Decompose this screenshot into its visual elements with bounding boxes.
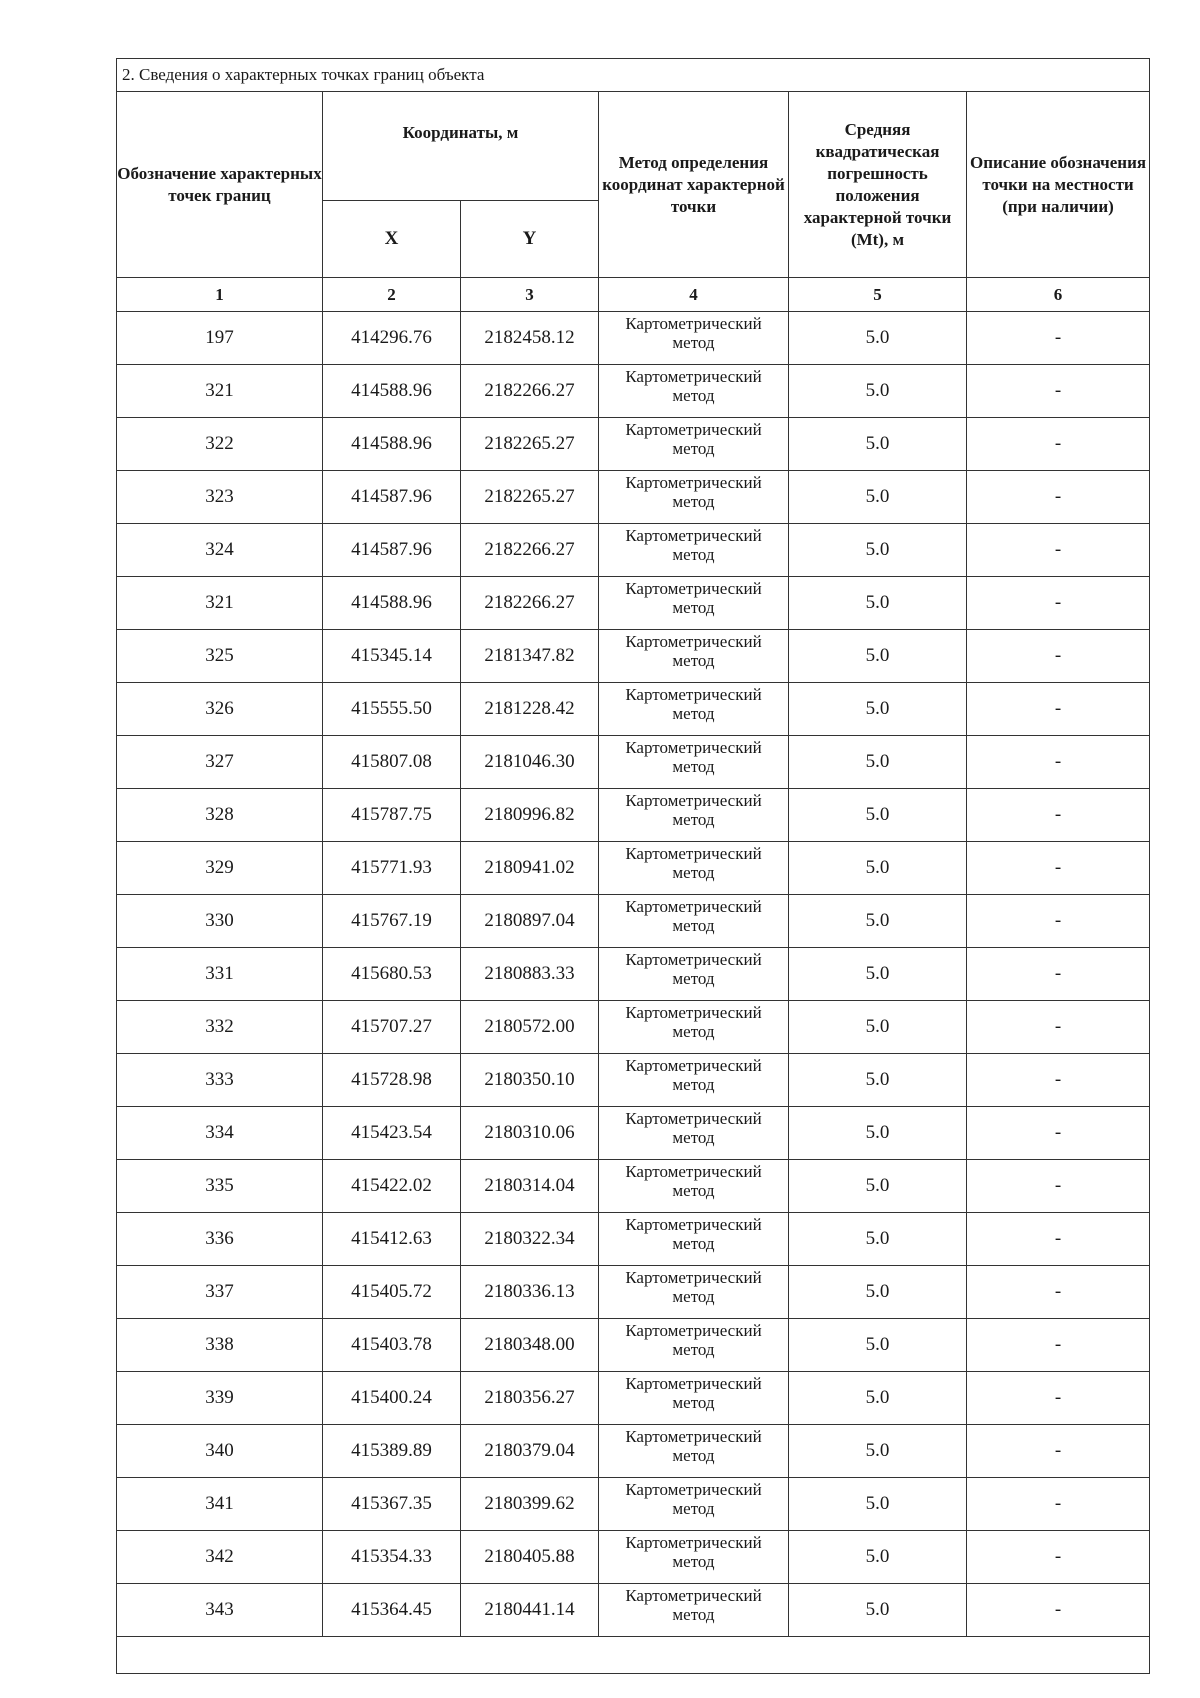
method-cell bbox=[599, 948, 789, 1001]
document-sheet bbox=[116, 58, 1149, 1674]
point-id-cell: 331 bbox=[117, 948, 323, 1001]
method-line: Картометрический bbox=[625, 579, 762, 598]
method-cell bbox=[599, 1425, 789, 1478]
mt-error-cell: 5.0 bbox=[789, 1160, 967, 1213]
header-error: Средняя квадратическая погрешность положения характерной точки (Mt), м bbox=[789, 92, 967, 278]
y-coordinate-cell: 2180883.33 bbox=[461, 948, 599, 1001]
table-row bbox=[117, 1213, 1150, 1266]
mt-error-cell: 5.0 bbox=[789, 948, 967, 1001]
x-coordinate-cell: 415412.63 bbox=[323, 1213, 461, 1266]
description-cell: - bbox=[967, 1531, 1150, 1584]
table-row bbox=[117, 630, 1150, 683]
x-coordinate-cell: 415403.78 bbox=[323, 1319, 461, 1372]
point-id-cell: 323 bbox=[117, 471, 323, 524]
point-id-cell: 336 bbox=[117, 1213, 323, 1266]
column-number-row bbox=[117, 278, 1150, 312]
method-line: метод bbox=[672, 439, 715, 458]
point-id-cell: 335 bbox=[117, 1160, 323, 1213]
point-id-cell: 341 bbox=[117, 1478, 323, 1531]
table-row bbox=[117, 842, 1150, 895]
y-coordinate-cell: 2180405.88 bbox=[461, 1531, 599, 1584]
description-cell: - bbox=[967, 471, 1150, 524]
mt-error-cell: 5.0 bbox=[789, 895, 967, 948]
method-line: метод bbox=[672, 1393, 715, 1412]
table-row bbox=[117, 418, 1150, 471]
section-title-row bbox=[117, 59, 1150, 92]
x-coordinate-cell: 415555.50 bbox=[323, 683, 461, 736]
method-cell bbox=[599, 842, 789, 895]
method-cell bbox=[599, 471, 789, 524]
method-line: Картометрический bbox=[625, 950, 762, 969]
method-line: метод bbox=[672, 757, 715, 776]
description-cell: - bbox=[967, 1584, 1150, 1637]
table-row bbox=[117, 1054, 1150, 1107]
mt-error-cell: 5.0 bbox=[789, 1107, 967, 1160]
x-coordinate-cell: 415728.98 bbox=[323, 1054, 461, 1107]
description-cell: - bbox=[967, 312, 1150, 365]
header-x: X bbox=[323, 201, 461, 278]
y-coordinate-cell: 2182266.27 bbox=[461, 524, 599, 577]
y-coordinate-cell: 2182265.27 bbox=[461, 418, 599, 471]
method-line: Картометрический bbox=[625, 367, 762, 386]
method-line: Картометрический bbox=[625, 1321, 762, 1340]
method-line: метод bbox=[672, 916, 715, 935]
table-row bbox=[117, 1319, 1150, 1372]
method-line: метод bbox=[672, 1605, 715, 1624]
method-cell bbox=[599, 577, 789, 630]
method-cell bbox=[599, 312, 789, 365]
method-line: метод bbox=[672, 1075, 715, 1094]
mt-error-cell: 5.0 bbox=[789, 789, 967, 842]
description-cell: - bbox=[967, 1213, 1150, 1266]
y-coordinate-cell: 2180322.34 bbox=[461, 1213, 599, 1266]
table-row bbox=[117, 895, 1150, 948]
point-id-cell: 333 bbox=[117, 1054, 323, 1107]
mt-error-cell: 5.0 bbox=[789, 577, 967, 630]
table-row bbox=[117, 1478, 1150, 1531]
method-line: Картометрический bbox=[625, 791, 762, 810]
mt-error-cell: 5.0 bbox=[789, 1584, 967, 1637]
description-cell: - bbox=[967, 948, 1150, 1001]
table-row bbox=[117, 471, 1150, 524]
mt-error-cell: 5.0 bbox=[789, 1213, 967, 1266]
method-cell bbox=[599, 736, 789, 789]
description-cell: - bbox=[967, 683, 1150, 736]
table-body bbox=[117, 312, 1150, 1637]
point-id-cell: 322 bbox=[117, 418, 323, 471]
description-cell: - bbox=[967, 736, 1150, 789]
method-line: Картометрический bbox=[625, 1480, 762, 1499]
table-row bbox=[117, 312, 1150, 365]
method-cell bbox=[599, 1584, 789, 1637]
y-coordinate-cell: 2180379.04 bbox=[461, 1425, 599, 1478]
point-id-cell: 340 bbox=[117, 1425, 323, 1478]
description-cell: - bbox=[967, 1266, 1150, 1319]
y-coordinate-cell: 2180941.02 bbox=[461, 842, 599, 895]
column-number: 6 bbox=[967, 278, 1150, 312]
y-coordinate-cell: 2180399.62 bbox=[461, 1478, 599, 1531]
description-cell: - bbox=[967, 365, 1150, 418]
y-coordinate-cell: 2180356.27 bbox=[461, 1372, 599, 1425]
point-id-cell: 338 bbox=[117, 1319, 323, 1372]
y-coordinate-cell: 2182265.27 bbox=[461, 471, 599, 524]
point-id-cell: 342 bbox=[117, 1531, 323, 1584]
method-cell bbox=[599, 1319, 789, 1372]
section-title: 2. Сведения о характерных точках границ объекта bbox=[117, 59, 1150, 92]
point-id-cell: 339 bbox=[117, 1372, 323, 1425]
y-coordinate-cell: 2181347.82 bbox=[461, 630, 599, 683]
table-row bbox=[117, 1372, 1150, 1425]
method-cell bbox=[599, 895, 789, 948]
mt-error-cell: 5.0 bbox=[789, 842, 967, 895]
table-row bbox=[117, 365, 1150, 418]
method-line: Картометрический bbox=[625, 1109, 762, 1128]
method-line: метод bbox=[672, 1287, 715, 1306]
method-line: метод bbox=[672, 704, 715, 723]
description-cell: - bbox=[967, 895, 1150, 948]
x-coordinate-cell: 415680.53 bbox=[323, 948, 461, 1001]
method-line: Картометрический bbox=[625, 1056, 762, 1075]
x-coordinate-cell: 415771.93 bbox=[323, 842, 461, 895]
point-id-cell: 334 bbox=[117, 1107, 323, 1160]
method-line: метод bbox=[672, 1340, 715, 1359]
method-line: метод bbox=[672, 545, 715, 564]
description-cell: - bbox=[967, 418, 1150, 471]
boundary-points-table bbox=[116, 58, 1150, 1674]
mt-error-cell: 5.0 bbox=[789, 1319, 967, 1372]
mt-error-cell: 5.0 bbox=[789, 736, 967, 789]
y-coordinate-cell: 2180336.13 bbox=[461, 1266, 599, 1319]
method-line: метод bbox=[672, 1234, 715, 1253]
mt-error-cell: 5.0 bbox=[789, 1372, 967, 1425]
x-coordinate-cell: 414296.76 bbox=[323, 312, 461, 365]
x-coordinate-cell: 415405.72 bbox=[323, 1266, 461, 1319]
point-id-cell: 343 bbox=[117, 1584, 323, 1637]
method-cell bbox=[599, 1266, 789, 1319]
method-cell bbox=[599, 524, 789, 577]
method-line: Картометрический bbox=[625, 473, 762, 492]
column-number: 1 bbox=[117, 278, 323, 312]
method-line: Картометрический bbox=[625, 1533, 762, 1552]
mt-error-cell: 5.0 bbox=[789, 1001, 967, 1054]
mt-error-cell: 5.0 bbox=[789, 1425, 967, 1478]
method-line: Картометрический bbox=[625, 685, 762, 704]
method-cell bbox=[599, 365, 789, 418]
method-cell bbox=[599, 1531, 789, 1584]
table-row bbox=[117, 577, 1150, 630]
y-coordinate-cell: 2180350.10 bbox=[461, 1054, 599, 1107]
point-id-cell: 328 bbox=[117, 789, 323, 842]
method-cell bbox=[599, 789, 789, 842]
x-coordinate-cell: 414587.96 bbox=[323, 471, 461, 524]
method-line: метод bbox=[672, 1022, 715, 1041]
y-coordinate-cell: 2180996.82 bbox=[461, 789, 599, 842]
x-coordinate-cell: 415807.08 bbox=[323, 736, 461, 789]
table-row bbox=[117, 789, 1150, 842]
y-coordinate-cell: 2180897.04 bbox=[461, 895, 599, 948]
description-cell: - bbox=[967, 524, 1150, 577]
method-line: Картометрический bbox=[625, 1215, 762, 1234]
y-coordinate-cell: 2180441.14 bbox=[461, 1584, 599, 1637]
y-coordinate-cell: 2180314.04 bbox=[461, 1160, 599, 1213]
x-coordinate-cell: 415389.89 bbox=[323, 1425, 461, 1478]
method-line: Картометрический bbox=[625, 1427, 762, 1446]
header-designation: Обозначение характерных точек границ bbox=[117, 92, 323, 278]
x-coordinate-cell: 415345.14 bbox=[323, 630, 461, 683]
y-coordinate-cell: 2181228.42 bbox=[461, 683, 599, 736]
method-line: метод bbox=[672, 863, 715, 882]
header-y: Y bbox=[461, 201, 599, 278]
mt-error-cell: 5.0 bbox=[789, 471, 967, 524]
method-line: метод bbox=[672, 492, 715, 511]
column-number: 4 bbox=[599, 278, 789, 312]
y-coordinate-cell: 2182458.12 bbox=[461, 312, 599, 365]
method-cell bbox=[599, 1160, 789, 1213]
description-cell: - bbox=[967, 1107, 1150, 1160]
column-number: 3 bbox=[461, 278, 599, 312]
method-line: Картометрический bbox=[625, 897, 762, 916]
description-cell: - bbox=[967, 1319, 1150, 1372]
description-cell: - bbox=[967, 1160, 1150, 1213]
table-row bbox=[117, 1160, 1150, 1213]
method-line: метод bbox=[672, 333, 715, 352]
point-id-cell: 321 bbox=[117, 577, 323, 630]
column-number: 5 bbox=[789, 278, 967, 312]
mt-error-cell: 5.0 bbox=[789, 683, 967, 736]
header-row-top bbox=[117, 92, 1150, 201]
description-cell: - bbox=[967, 1001, 1150, 1054]
header-description: Описание обозначения точки на местности (при наличии) bbox=[967, 92, 1150, 278]
method-line: метод bbox=[672, 1181, 715, 1200]
y-coordinate-cell: 2182266.27 bbox=[461, 577, 599, 630]
table-row bbox=[117, 524, 1150, 577]
method-line: Картометрический bbox=[625, 1586, 762, 1605]
point-id-cell: 332 bbox=[117, 1001, 323, 1054]
mt-error-cell: 5.0 bbox=[789, 1266, 967, 1319]
table-row bbox=[117, 1531, 1150, 1584]
method-line: Картометрический bbox=[625, 1268, 762, 1287]
point-id-cell: 329 bbox=[117, 842, 323, 895]
method-line: Картометрический bbox=[625, 632, 762, 651]
x-coordinate-cell: 415422.02 bbox=[323, 1160, 461, 1213]
mt-error-cell: 5.0 bbox=[789, 312, 967, 365]
x-coordinate-cell: 415364.45 bbox=[323, 1584, 461, 1637]
point-id-cell: 325 bbox=[117, 630, 323, 683]
description-cell: - bbox=[967, 1372, 1150, 1425]
method-line: Картометрический bbox=[625, 738, 762, 757]
method-line: Картометрический bbox=[625, 844, 762, 863]
description-cell: - bbox=[967, 1425, 1150, 1478]
description-cell: - bbox=[967, 1478, 1150, 1531]
method-line: Картометрический bbox=[625, 526, 762, 545]
x-coordinate-cell: 414588.96 bbox=[323, 365, 461, 418]
table-footer-row bbox=[117, 1637, 1150, 1674]
table-footer-cell bbox=[117, 1637, 1150, 1674]
table-row bbox=[117, 683, 1150, 736]
method-line: метод bbox=[672, 1128, 715, 1147]
x-coordinate-cell: 414587.96 bbox=[323, 524, 461, 577]
x-coordinate-cell: 415354.33 bbox=[323, 1531, 461, 1584]
x-coordinate-cell: 415767.19 bbox=[323, 895, 461, 948]
x-coordinate-cell: 415367.35 bbox=[323, 1478, 461, 1531]
description-cell: - bbox=[967, 842, 1150, 895]
table-row bbox=[117, 736, 1150, 789]
point-id-cell: 197 bbox=[117, 312, 323, 365]
table-row bbox=[117, 1266, 1150, 1319]
point-id-cell: 337 bbox=[117, 1266, 323, 1319]
table-row bbox=[117, 1107, 1150, 1160]
method-line: метод bbox=[672, 1552, 715, 1571]
mt-error-cell: 5.0 bbox=[789, 365, 967, 418]
mt-error-cell: 5.0 bbox=[789, 524, 967, 577]
table-row bbox=[117, 1001, 1150, 1054]
x-coordinate-cell: 415707.27 bbox=[323, 1001, 461, 1054]
header-method: Метод определения координат характерной точки bbox=[599, 92, 789, 278]
method-line: Картометрический bbox=[625, 1003, 762, 1022]
x-coordinate-cell: 414588.96 bbox=[323, 577, 461, 630]
point-id-cell: 324 bbox=[117, 524, 323, 577]
method-cell bbox=[599, 683, 789, 736]
description-cell: - bbox=[967, 1054, 1150, 1107]
table-row bbox=[117, 1425, 1150, 1478]
x-coordinate-cell: 415423.54 bbox=[323, 1107, 461, 1160]
method-line: Картометрический bbox=[625, 420, 762, 439]
method-cell bbox=[599, 1372, 789, 1425]
method-line: метод bbox=[672, 1499, 715, 1518]
table-row bbox=[117, 1584, 1150, 1637]
description-cell: - bbox=[967, 577, 1150, 630]
method-cell bbox=[599, 1478, 789, 1531]
mt-error-cell: 5.0 bbox=[789, 630, 967, 683]
method-cell bbox=[599, 1001, 789, 1054]
y-coordinate-cell: 2181046.30 bbox=[461, 736, 599, 789]
x-coordinate-cell: 415400.24 bbox=[323, 1372, 461, 1425]
y-coordinate-cell: 2180348.00 bbox=[461, 1319, 599, 1372]
method-cell bbox=[599, 418, 789, 471]
column-number: 2 bbox=[323, 278, 461, 312]
x-coordinate-cell: 415787.75 bbox=[323, 789, 461, 842]
method-line: метод bbox=[672, 969, 715, 988]
method-cell bbox=[599, 1107, 789, 1160]
point-id-cell: 326 bbox=[117, 683, 323, 736]
method-line: Картометрический bbox=[625, 1162, 762, 1181]
point-id-cell: 330 bbox=[117, 895, 323, 948]
point-id-cell: 321 bbox=[117, 365, 323, 418]
method-line: метод bbox=[672, 651, 715, 670]
table-row bbox=[117, 948, 1150, 1001]
y-coordinate-cell: 2182266.27 bbox=[461, 365, 599, 418]
method-cell bbox=[599, 630, 789, 683]
description-cell: - bbox=[967, 630, 1150, 683]
method-line: метод bbox=[672, 386, 715, 405]
method-line: метод bbox=[672, 1446, 715, 1465]
method-line: Картометрический bbox=[625, 1374, 762, 1393]
mt-error-cell: 5.0 bbox=[789, 1054, 967, 1107]
mt-error-cell: 5.0 bbox=[789, 1531, 967, 1584]
header-coordinates: Координаты, м bbox=[323, 92, 599, 201]
x-coordinate-cell: 414588.96 bbox=[323, 418, 461, 471]
y-coordinate-cell: 2180572.00 bbox=[461, 1001, 599, 1054]
mt-error-cell: 5.0 bbox=[789, 1478, 967, 1531]
method-line: метод bbox=[672, 598, 715, 617]
y-coordinate-cell: 2180310.06 bbox=[461, 1107, 599, 1160]
description-cell: - bbox=[967, 789, 1150, 842]
method-cell bbox=[599, 1213, 789, 1266]
method-line: метод bbox=[672, 810, 715, 829]
mt-error-cell: 5.0 bbox=[789, 418, 967, 471]
method-cell bbox=[599, 1054, 789, 1107]
method-line: Картометрический bbox=[625, 314, 762, 333]
point-id-cell: 327 bbox=[117, 736, 323, 789]
